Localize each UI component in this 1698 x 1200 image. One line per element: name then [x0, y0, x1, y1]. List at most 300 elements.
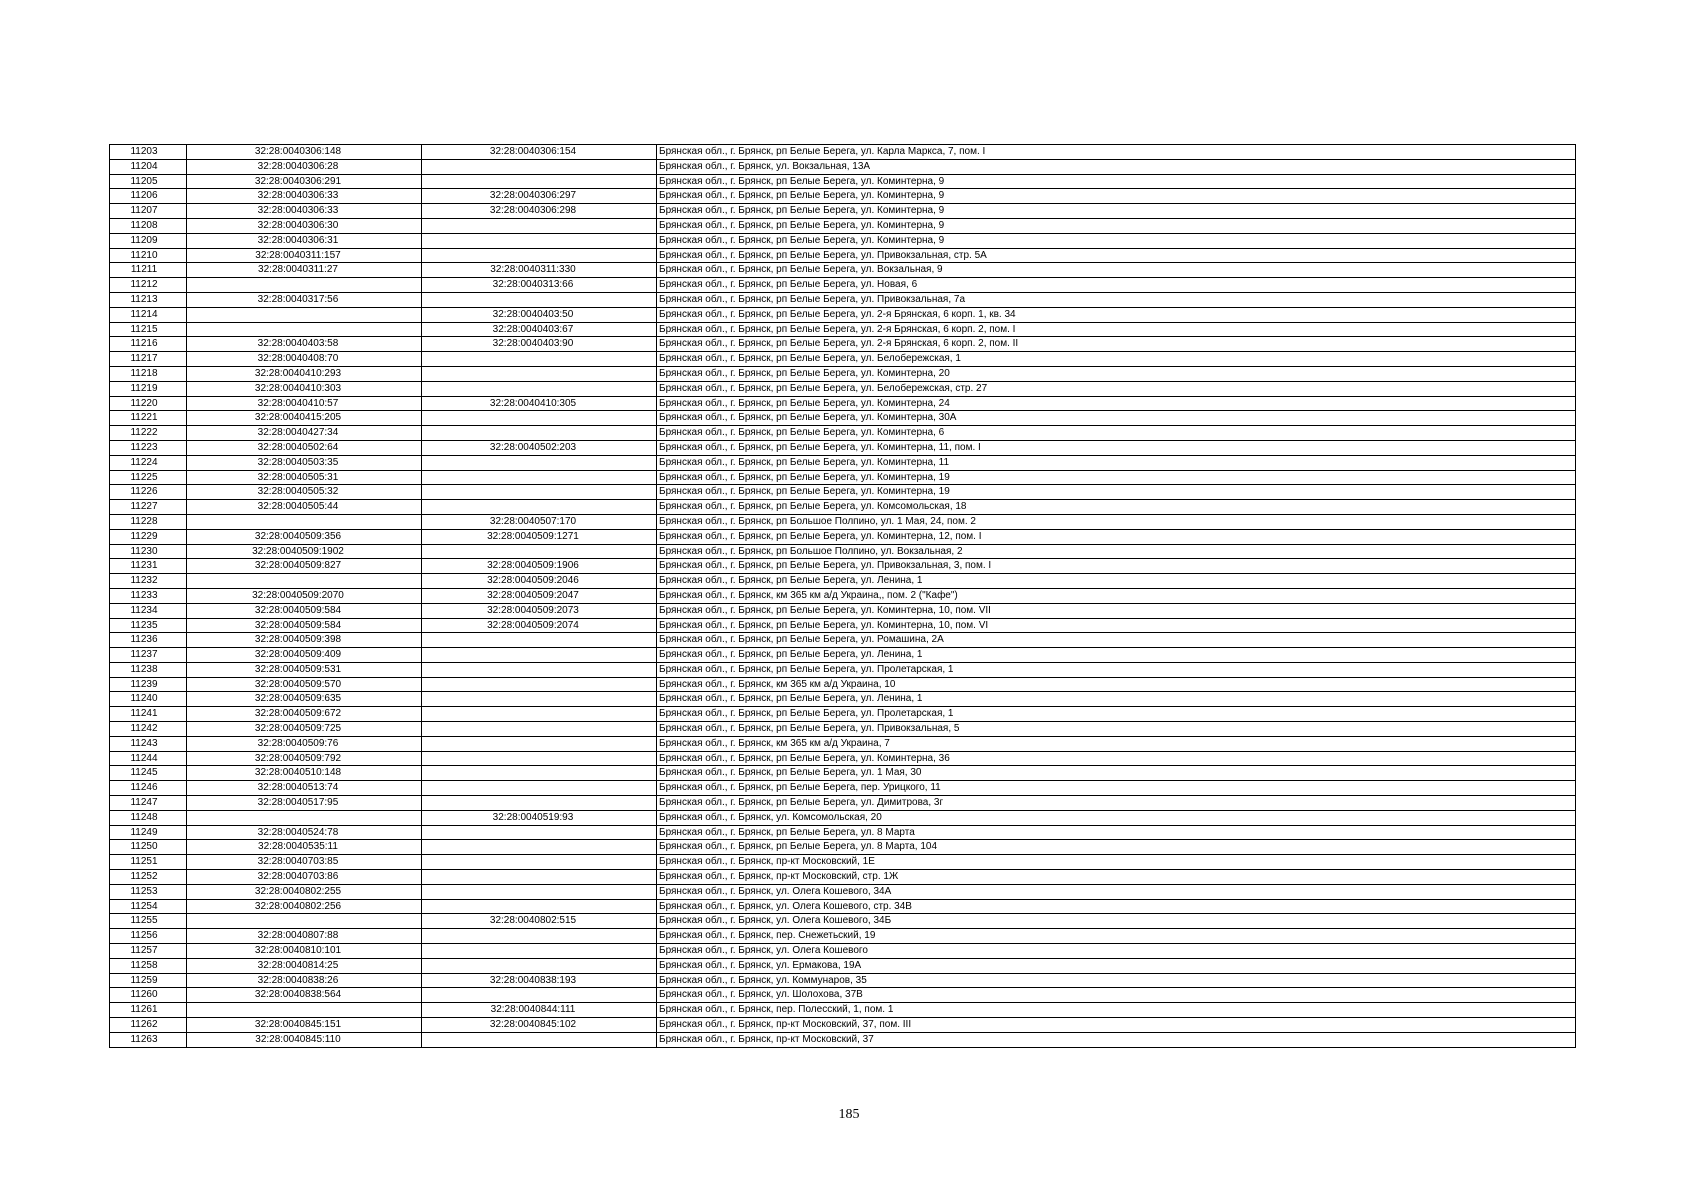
table-row	[110, 618, 1576, 633]
cadastral-number-parcel: 32:28:0040509:2070	[187, 588, 422, 603]
row-number: 11217	[110, 352, 187, 367]
address-cell: Брянская обл., г. Брянск, ул. Вокзальная, 13А	[657, 159, 1576, 174]
row-number: 11255	[110, 914, 187, 929]
table-row	[110, 796, 1576, 811]
cadastral-number-parcel: 32:28:0040509:409	[187, 648, 422, 663]
table-row	[110, 204, 1576, 219]
row-number: 11244	[110, 751, 187, 766]
table-row	[110, 973, 1576, 988]
cadastral-number-premises	[422, 500, 657, 515]
row-number: 11222	[110, 426, 187, 441]
cadastral-number-premises	[422, 988, 657, 1003]
address-cell: Брянская обл., г. Брянск, пер. Снежетьский, 19	[657, 929, 1576, 944]
address-cell: Брянская обл., г. Брянск, ул. Олега Кошевого, 34Б	[657, 914, 1576, 929]
row-number: 11235	[110, 618, 187, 633]
table-row	[110, 411, 1576, 426]
cadastral-number-premises	[422, 366, 657, 381]
address-cell: Брянская обл., г. Брянск, ул. Ермакова, 19А	[657, 958, 1576, 973]
address-cell: Брянская обл., г. Брянск, рп Белые Берега, ул. Коминтерна, 24	[657, 396, 1576, 411]
cadastral-number-premises: 32:28:0040509:2073	[422, 603, 657, 618]
cadastral-number-parcel: 32:28:0040535:11	[187, 840, 422, 855]
table-row	[110, 218, 1576, 233]
row-number: 11232	[110, 574, 187, 589]
cadastral-number-premises: 32:28:0040509:1906	[422, 559, 657, 574]
cadastral-number-parcel: 32:28:0040509:398	[187, 633, 422, 648]
address-cell: Брянская обл., г. Брянск, пр-кт Московский, 37	[657, 1032, 1576, 1047]
table-row	[110, 1018, 1576, 1033]
cadastral-number-premises: 32:28:0040509:1271	[422, 529, 657, 544]
table-row	[110, 307, 1576, 322]
cadastral-number-parcel: 32:28:0040410:303	[187, 381, 422, 396]
address-cell: Брянская обл., г. Брянск, рп Белые Берега, ул. Коминтерна, 9	[657, 233, 1576, 248]
row-number: 11250	[110, 840, 187, 855]
table-row	[110, 544, 1576, 559]
cadastral-number-premises	[422, 884, 657, 899]
address-cell: Брянская обл., г. Брянск, рп Белые Берега, ул. Коминтерна, 9	[657, 204, 1576, 219]
table-row	[110, 292, 1576, 307]
cadastral-number-premises	[422, 796, 657, 811]
row-number: 11215	[110, 322, 187, 337]
table-row	[110, 870, 1576, 885]
address-cell: Брянская обл., г. Брянск, ул. Олега Кошевого	[657, 944, 1576, 959]
address-cell: Брянская обл., г. Брянск, рп Белые Берега, ул. Коминтерна, 9	[657, 174, 1576, 189]
address-cell: Брянская обл., г. Брянск, рп Белые Берега, ул. Новая, 6	[657, 278, 1576, 293]
table-row	[110, 1003, 1576, 1018]
table-row	[110, 736, 1576, 751]
address-cell: Брянская обл., г. Брянск, рп Белые Берега, ул. Карла Маркса, 7, пом. I	[657, 145, 1576, 160]
cadastral-number-parcel: 32:28:0040403:58	[187, 337, 422, 352]
cadastral-number-parcel: 32:28:0040703:86	[187, 870, 422, 885]
table-row	[110, 337, 1576, 352]
table-row	[110, 440, 1576, 455]
cadastral-number-premises	[422, 352, 657, 367]
row-number: 11238	[110, 662, 187, 677]
address-cell: Брянская обл., г. Брянск, рп Белые Берега, ул. Коминтерна, 9	[657, 189, 1576, 204]
row-number: 11209	[110, 233, 187, 248]
row-number: 11223	[110, 440, 187, 455]
cadastral-number-parcel: 32:28:0040802:256	[187, 899, 422, 914]
row-number: 11206	[110, 189, 187, 204]
cadastral-number-parcel: 32:28:0040509:584	[187, 603, 422, 618]
cadastral-number-premises	[422, 662, 657, 677]
address-cell: Брянская обл., г. Брянск, ул. Шолохова, 37В	[657, 988, 1576, 1003]
address-cell: Брянская обл., г. Брянск, рп Белые Берега, ул. Коминтерна, 10, пом. VI	[657, 618, 1576, 633]
cadastral-number-premises: 32:28:0040306:154	[422, 145, 657, 160]
table-row	[110, 574, 1576, 589]
table-row	[110, 426, 1576, 441]
row-number: 11251	[110, 855, 187, 870]
cadastral-number-parcel: 32:28:0040311:157	[187, 248, 422, 263]
table-row	[110, 455, 1576, 470]
cadastral-number-parcel	[187, 278, 422, 293]
cadastral-number-parcel: 32:28:0040807:88	[187, 929, 422, 944]
row-number: 11207	[110, 204, 187, 219]
table-row	[110, 278, 1576, 293]
address-cell: Брянская обл., г. Брянск, км 365 км а/д Украина,, пом. 2 ("Кафе")	[657, 588, 1576, 603]
cadastral-number-parcel: 32:28:0040306:291	[187, 174, 422, 189]
cadastral-number-parcel: 32:28:0040306:30	[187, 218, 422, 233]
cadastral-number-premises: 32:28:0040509:2074	[422, 618, 657, 633]
cadastral-number-premises: 32:28:0040306:297	[422, 189, 657, 204]
cadastral-number-premises	[422, 633, 657, 648]
table-row	[110, 529, 1576, 544]
row-number: 11205	[110, 174, 187, 189]
address-cell: Брянская обл., г. Брянск, рп Белые Берега, ул. Коминтерна, 11	[657, 455, 1576, 470]
cadastral-number-parcel: 32:28:0040427:34	[187, 426, 422, 441]
row-number: 11262	[110, 1018, 187, 1033]
table-row	[110, 159, 1576, 174]
address-cell: Брянская обл., г. Брянск, рп Белые Берега, ул. Коминтерна, 19	[657, 470, 1576, 485]
address-cell: Брянская обл., г. Брянск, км 365 км а/д Украина, 7	[657, 736, 1576, 751]
cadastral-number-parcel: 32:28:0040509:672	[187, 707, 422, 722]
table-row	[110, 825, 1576, 840]
address-cell: Брянская обл., г. Брянск, рп Белые Берега, ул. Ромашина, 2А	[657, 633, 1576, 648]
table-row	[110, 766, 1576, 781]
cadastral-number-parcel	[187, 574, 422, 589]
cadastral-number-parcel: 32:28:0040509:76	[187, 736, 422, 751]
cadastral-number-premises: 32:28:0040403:90	[422, 337, 657, 352]
cadastral-number-premises	[422, 825, 657, 840]
address-cell: Брянская обл., г. Брянск, рп Белые Берега, ул. 2-я Брянская, 6 корп. 2, пом. II	[657, 337, 1576, 352]
row-number: 11236	[110, 633, 187, 648]
cadastral-number-parcel: 32:28:0040509:792	[187, 751, 422, 766]
cadastral-number-parcel	[187, 810, 422, 825]
address-cell: Брянская обл., г. Брянск, рп Белые Берега, ул. 2-я Брянская, 6 корп. 2, пом. I	[657, 322, 1576, 337]
table-row	[110, 988, 1576, 1003]
cadastral-number-parcel: 32:28:0040838:564	[187, 988, 422, 1003]
table-row	[110, 603, 1576, 618]
cadastral-number-premises	[422, 411, 657, 426]
cadastral-number-parcel: 32:28:0040317:56	[187, 292, 422, 307]
row-number: 11241	[110, 707, 187, 722]
cadastral-number-parcel	[187, 514, 422, 529]
address-cell: Брянская обл., г. Брянск, рп Белые Берега, ул. Коминтерна, 19	[657, 485, 1576, 500]
row-number: 11253	[110, 884, 187, 899]
cadastral-number-parcel: 32:28:0040306:28	[187, 159, 422, 174]
cadastral-number-premises	[422, 159, 657, 174]
table-row	[110, 381, 1576, 396]
row-number: 11233	[110, 588, 187, 603]
cadastral-number-premises: 32:28:0040403:50	[422, 307, 657, 322]
table-row	[110, 233, 1576, 248]
address-cell: Брянская обл., г. Брянск, рп Белые Берега, ул. 1 Мая, 30	[657, 766, 1576, 781]
row-number: 11237	[110, 648, 187, 663]
address-cell: Брянская обл., г. Брянск, пр-кт Московский, стр. 1Ж	[657, 870, 1576, 885]
row-number: 11229	[110, 529, 187, 544]
row-number: 11225	[110, 470, 187, 485]
cadastral-number-parcel: 32:28:0040306:33	[187, 189, 422, 204]
cadastral-number-premises: 32:28:0040802:515	[422, 914, 657, 929]
address-cell: Брянская обл., г. Брянск, ул. Коммунаров, 35	[657, 973, 1576, 988]
table-row	[110, 914, 1576, 929]
address-cell: Брянская обл., г. Брянск, рп Белые Берега, ул. Коминтерна, 36	[657, 751, 1576, 766]
cadastral-number-parcel: 32:28:0040306:31	[187, 233, 422, 248]
table-row	[110, 855, 1576, 870]
address-cell: Брянская обл., г. Брянск, рп Белые Берега, ул. Ленина, 1	[657, 574, 1576, 589]
cadastral-number-premises	[422, 381, 657, 396]
cadastral-number-parcel: 32:28:0040814:25	[187, 958, 422, 973]
cadastral-number-parcel: 32:28:0040524:78	[187, 825, 422, 840]
address-cell: Брянская обл., г. Брянск, рп Белые Берега, ул. Привокзальная, 7а	[657, 292, 1576, 307]
row-number: 11260	[110, 988, 187, 1003]
cadastral-number-premises	[422, 736, 657, 751]
table-row	[110, 677, 1576, 692]
table-row	[110, 588, 1576, 603]
cadastral-number-parcel: 32:28:0040509:356	[187, 529, 422, 544]
cadastral-number-parcel	[187, 914, 422, 929]
cadastral-number-premises: 32:28:0040507:170	[422, 514, 657, 529]
address-cell: Брянская обл., г. Брянск, рп Белые Берега, ул. Ленина, 1	[657, 692, 1576, 707]
row-number: 11243	[110, 736, 187, 751]
cadastral-number-premises	[422, 174, 657, 189]
address-cell: Брянская обл., г. Брянск, рп Белые Берега, ул. 2-я Брянская, 6 корп. 1, кв. 34	[657, 307, 1576, 322]
table-row	[110, 189, 1576, 204]
row-number: 11211	[110, 263, 187, 278]
cadastral-number-premises	[422, 751, 657, 766]
table-row	[110, 174, 1576, 189]
row-number: 11221	[110, 411, 187, 426]
cadastral-number-parcel: 32:28:0040513:74	[187, 781, 422, 796]
table-row	[110, 810, 1576, 825]
row-number: 11249	[110, 825, 187, 840]
cadastral-number-parcel	[187, 307, 422, 322]
row-number: 11259	[110, 973, 187, 988]
cadastral-number-parcel: 32:28:0040845:151	[187, 1018, 422, 1033]
property-table	[109, 144, 1576, 1048]
cadastral-number-premises	[422, 470, 657, 485]
cadastral-number-parcel	[187, 322, 422, 337]
cadastral-number-premises: 32:28:0040313:66	[422, 278, 657, 293]
address-cell: Брянская обл., г. Брянск, рп Белые Берега, ул. Коминтерна, 20	[657, 366, 1576, 381]
cadastral-number-premises	[422, 233, 657, 248]
table-row	[110, 884, 1576, 899]
row-number: 11216	[110, 337, 187, 352]
row-number: 11252	[110, 870, 187, 885]
cadastral-number-premises: 32:28:0040306:298	[422, 204, 657, 219]
address-cell: Брянская обл., г. Брянск, пр-кт Московский, 37, пом. III	[657, 1018, 1576, 1033]
row-number: 11203	[110, 145, 187, 160]
row-number: 11245	[110, 766, 187, 781]
cadastral-number-premises	[422, 648, 657, 663]
row-number: 11204	[110, 159, 187, 174]
row-number: 11227	[110, 500, 187, 515]
address-cell: Брянская обл., г. Брянск, рп Белые Берега, ул. Пролетарская, 1	[657, 707, 1576, 722]
address-cell: Брянская обл., г. Брянск, км 365 км а/д Украина, 10	[657, 677, 1576, 692]
cadastral-number-parcel: 32:28:0040802:255	[187, 884, 422, 899]
address-cell: Брянская обл., г. Брянск, рп Белые Берега, ул. Коминтерна, 30А	[657, 411, 1576, 426]
address-cell: Брянская обл., г. Брянск, рп Белые Берега, ул. Коминтерна, 11, пом. I	[657, 440, 1576, 455]
cadastral-number-premises	[422, 707, 657, 722]
address-cell: Брянская обл., г. Брянск, рп Белые Берега, ул. Димитрова, 3г	[657, 796, 1576, 811]
row-number: 11234	[110, 603, 187, 618]
cadastral-number-parcel: 32:28:0040505:31	[187, 470, 422, 485]
address-cell: Брянская обл., г. Брянск, рп Белые Берега, ул. Коминтерна, 12, пом. I	[657, 529, 1576, 544]
address-cell: Брянская обл., г. Брянск, рп Белые Берега, ул. Ленина, 1	[657, 648, 1576, 663]
table-row	[110, 145, 1576, 160]
cadastral-number-premises: 32:28:0040502:203	[422, 440, 657, 455]
cadastral-number-parcel: 32:28:0040838:26	[187, 973, 422, 988]
cadastral-number-parcel: 32:28:0040502:64	[187, 440, 422, 455]
cadastral-number-premises	[422, 248, 657, 263]
table-row	[110, 944, 1576, 959]
cadastral-number-premises	[422, 677, 657, 692]
row-number: 11230	[110, 544, 187, 559]
cadastral-number-premises	[422, 426, 657, 441]
cadastral-number-parcel: 32:28:0040306:148	[187, 145, 422, 160]
row-number: 11239	[110, 677, 187, 692]
table-row	[110, 470, 1576, 485]
address-cell: Брянская обл., г. Брянск, рп Белые Берега, ул. Белобережская, 1	[657, 352, 1576, 367]
cadastral-number-premises: 32:28:0040410:305	[422, 396, 657, 411]
table-row	[110, 248, 1576, 263]
cadastral-number-premises	[422, 692, 657, 707]
cadastral-number-premises	[422, 855, 657, 870]
cadastral-number-parcel: 32:28:0040408:70	[187, 352, 422, 367]
cadastral-number-parcel	[187, 1003, 422, 1018]
address-cell: Брянская обл., г. Брянск, пер. Полесский, 1, пом. 1	[657, 1003, 1576, 1018]
cadastral-number-premises	[422, 958, 657, 973]
cadastral-number-premises: 32:28:0040509:2047	[422, 588, 657, 603]
cadastral-number-premises	[422, 944, 657, 959]
address-cell: Брянская обл., г. Брянск, рп Большое Полпино, ул. 1 Мая, 24, пом. 2	[657, 514, 1576, 529]
table-row	[110, 485, 1576, 500]
cadastral-number-premises	[422, 929, 657, 944]
cadastral-number-premises	[422, 840, 657, 855]
cadastral-number-premises: 32:28:0040844:111	[422, 1003, 657, 1018]
cadastral-number-premises	[422, 766, 657, 781]
row-number: 11248	[110, 810, 187, 825]
address-cell: Брянская обл., г. Брянск, рп Белые Берега, ул. Пролетарская, 1	[657, 662, 1576, 677]
cadastral-number-parcel: 32:28:0040306:33	[187, 204, 422, 219]
address-cell: Брянская обл., г. Брянск, рп Белые Берега, ул. Белобережская, стр. 27	[657, 381, 1576, 396]
row-number: 11263	[110, 1032, 187, 1047]
table-row	[110, 929, 1576, 944]
address-cell: Брянская обл., г. Брянск, рп Большое Полпино, ул. Вокзальная, 2	[657, 544, 1576, 559]
cadastral-number-parcel: 32:28:0040505:44	[187, 500, 422, 515]
table-row	[110, 514, 1576, 529]
row-number: 11242	[110, 722, 187, 737]
page-number: 185	[838, 1107, 860, 1122]
table-body	[110, 145, 1576, 1048]
address-cell: Брянская обл., г. Брянск, рп Белые Берега, ул. Коминтерна, 10, пом. VII	[657, 603, 1576, 618]
row-number: 11219	[110, 381, 187, 396]
cadastral-number-premises	[422, 218, 657, 233]
cadastral-number-parcel: 32:28:0040810:101	[187, 944, 422, 959]
row-number: 11258	[110, 958, 187, 973]
table-row	[110, 352, 1576, 367]
cadastral-number-premises: 32:28:0040519:93	[422, 810, 657, 825]
cadastral-number-premises: 32:28:0040838:193	[422, 973, 657, 988]
table-row	[110, 322, 1576, 337]
row-number: 11247	[110, 796, 187, 811]
cadastral-number-premises: 32:28:0040311:330	[422, 263, 657, 278]
address-cell: Брянская обл., г. Брянск, рп Белые Берега, ул. 8 Марта	[657, 825, 1576, 840]
cadastral-number-parcel: 32:28:0040505:32	[187, 485, 422, 500]
cadastral-number-premises	[422, 544, 657, 559]
cadastral-number-premises	[422, 455, 657, 470]
address-cell: Брянская обл., г. Брянск, рп Белые Берега, ул. Привокзальная, 3, пом. I	[657, 559, 1576, 574]
table-row	[110, 1032, 1576, 1047]
address-cell: Брянская обл., г. Брянск, ул. Олега Кошевого, стр. 34В	[657, 899, 1576, 914]
cadastral-number-parcel: 32:28:0040503:35	[187, 455, 422, 470]
table-row	[110, 500, 1576, 515]
cadastral-number-premises: 32:28:0040403:67	[422, 322, 657, 337]
row-number: 11214	[110, 307, 187, 322]
address-cell: Брянская обл., г. Брянск, пр-кт Московский, 1Е	[657, 855, 1576, 870]
row-number: 11220	[110, 396, 187, 411]
row-number: 11210	[110, 248, 187, 263]
address-cell: Брянская обл., г. Брянск, ул. Комсомольская, 20	[657, 810, 1576, 825]
address-cell: Брянская обл., г. Брянск, ул. Олега Кошевого, 34А	[657, 884, 1576, 899]
table-row	[110, 559, 1576, 574]
table-row	[110, 840, 1576, 855]
table-row	[110, 692, 1576, 707]
row-number: 11254	[110, 899, 187, 914]
cadastral-number-premises	[422, 292, 657, 307]
cadastral-number-premises	[422, 781, 657, 796]
table-row	[110, 396, 1576, 411]
row-number: 11257	[110, 944, 187, 959]
address-cell: Брянская обл., г. Брянск, рп Белые Берега, ул. Вокзальная, 9	[657, 263, 1576, 278]
cadastral-number-premises	[422, 1032, 657, 1047]
cadastral-number-parcel: 32:28:0040509:584	[187, 618, 422, 633]
cadastral-number-parcel: 32:28:0040509:570	[187, 677, 422, 692]
row-number: 11231	[110, 559, 187, 574]
cadastral-number-parcel: 32:28:0040509:1902	[187, 544, 422, 559]
row-number: 11224	[110, 455, 187, 470]
cadastral-number-premises	[422, 870, 657, 885]
row-number: 11208	[110, 218, 187, 233]
address-cell: Брянская обл., г. Брянск, рп Белые Берега, ул. Коминтерна, 6	[657, 426, 1576, 441]
cadastral-number-parcel: 32:28:0040509:635	[187, 692, 422, 707]
row-number: 11213	[110, 292, 187, 307]
table-row	[110, 751, 1576, 766]
cadastral-number-parcel: 32:28:0040517:95	[187, 796, 422, 811]
cadastral-number-parcel: 32:28:0040509:725	[187, 722, 422, 737]
address-cell: Брянская обл., г. Брянск, рп Белые Берега, пер. Урицкого, 11	[657, 781, 1576, 796]
cadastral-number-parcel: 32:28:0040410:57	[187, 396, 422, 411]
table-row	[110, 366, 1576, 381]
cadastral-number-premises	[422, 899, 657, 914]
cadastral-number-premises: 32:28:0040509:2046	[422, 574, 657, 589]
address-cell: Брянская обл., г. Брянск, рп Белые Берега, ул. Комсомольская, 18	[657, 500, 1576, 515]
cadastral-number-parcel: 32:28:0040415:205	[187, 411, 422, 426]
address-cell: Брянская обл., г. Брянск, рп Белые Берега, ул. 8 Марта, 104	[657, 840, 1576, 855]
address-cell: Брянская обл., г. Брянск, рп Белые Берега, ул. Привокзальная, 5	[657, 722, 1576, 737]
cadastral-number-parcel: 32:28:0040845:110	[187, 1032, 422, 1047]
table-row	[110, 662, 1576, 677]
table-row	[110, 648, 1576, 663]
cadastral-number-parcel: 32:28:0040311:27	[187, 263, 422, 278]
row-number: 11256	[110, 929, 187, 944]
table-row	[110, 722, 1576, 737]
row-number: 11246	[110, 781, 187, 796]
cadastral-number-premises	[422, 485, 657, 500]
address-cell: Брянская обл., г. Брянск, рп Белые Берега, ул. Привокзальная, стр. 5А	[657, 248, 1576, 263]
row-number: 11218	[110, 366, 187, 381]
cadastral-number-premises	[422, 722, 657, 737]
address-cell: Брянская обл., г. Брянск, рп Белые Берега, ул. Коминтерна, 9	[657, 218, 1576, 233]
cadastral-number-parcel: 32:28:0040410:293	[187, 366, 422, 381]
row-number: 11212	[110, 278, 187, 293]
cadastral-number-parcel: 32:28:0040703:85	[187, 855, 422, 870]
row-number: 11228	[110, 514, 187, 529]
table-row	[110, 263, 1576, 278]
cadastral-number-parcel: 32:28:0040509:531	[187, 662, 422, 677]
cadastral-number-parcel: 32:28:0040510:148	[187, 766, 422, 781]
cadastral-number-parcel: 32:28:0040509:827	[187, 559, 422, 574]
table-row	[110, 958, 1576, 973]
